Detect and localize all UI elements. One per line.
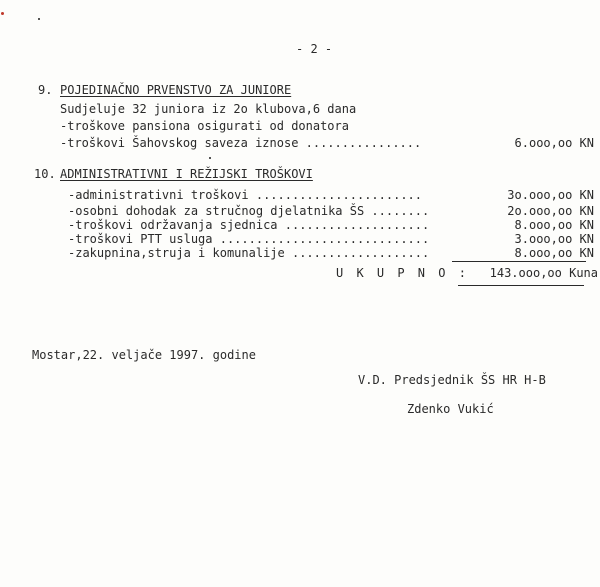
- subtotal-rule: [452, 261, 586, 262]
- cost-row: [0, 218, 600, 232]
- signatory-title: V.D. Predsjednik ŠS HR H-B: [358, 373, 546, 387]
- total-label: U K U P N O :: [336, 266, 469, 280]
- total-row: [0, 266, 600, 280]
- cost-row: [0, 188, 600, 202]
- cost-amount: 3.ooo,oo KN: [514, 232, 594, 246]
- cost-amount: 3o.ooo,oo KN: [507, 188, 594, 202]
- cost-amount: 8.ooo,oo KN: [514, 246, 594, 260]
- scan-speck: [209, 157, 211, 159]
- cost-label: -administrativni troškovi .......................: [68, 188, 423, 202]
- cost-amount: 2o.ooo,oo KN: [507, 204, 594, 218]
- cost-row: [0, 246, 600, 260]
- place-date: Mostar,22. veljače 1997. godine: [32, 348, 256, 362]
- signatory-name: Zdenko Vukić: [407, 402, 494, 416]
- cost-label: -troškovi Šahovskog saveza iznose ................: [60, 136, 422, 150]
- cost-amount: 8.ooo,oo KN: [514, 218, 594, 232]
- section-number: 9.: [38, 83, 53, 97]
- section-number: 10.: [34, 167, 56, 181]
- cost-label: -osobni dohodak za stručnog djelatnika ŠS ........: [68, 204, 430, 218]
- section-title: ADMINISTRATIVNI I REŽIJSKI TROŠKOVI: [60, 167, 313, 181]
- cost-amount: 6.ooo,oo KN: [514, 136, 594, 150]
- total-amount: 143.ooo,oo Kuna: [489, 266, 598, 280]
- cost-label: -troškovi PTT usluga .............................: [68, 232, 430, 246]
- cost-row: [0, 204, 600, 218]
- section-title: POJEDINAČNO PRVENSTVO ZA JUNIORE: [60, 83, 292, 97]
- page-number: - 2 -: [296, 42, 333, 56]
- cost-row: [0, 232, 600, 246]
- cost-label: -troškovi održavanja sjednica ....................: [68, 218, 430, 232]
- section-line: -troškove pansiona osigurati od donatora: [60, 119, 349, 133]
- cost-row: [0, 136, 600, 150]
- cost-label: -zakupnina,struja i komunalije ...................: [68, 246, 430, 260]
- scan-speck: [38, 18, 40, 20]
- section-line: Sudjeluje 32 juniora iz 2o klubova,6 dana: [60, 102, 357, 116]
- scan-speck: [1, 12, 4, 15]
- total-rule: [458, 285, 584, 286]
